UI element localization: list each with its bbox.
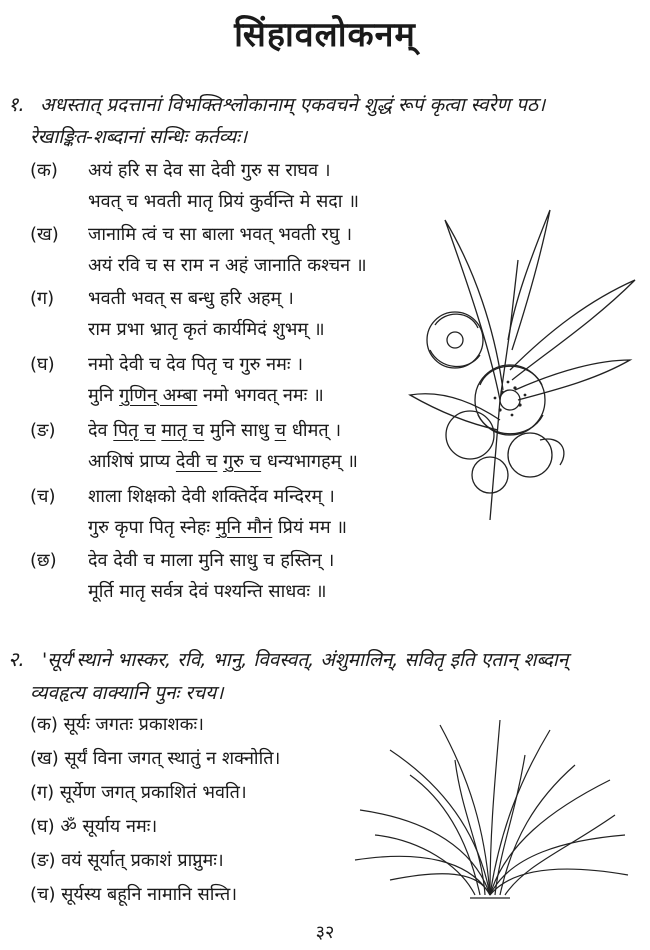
underlined-word: पितृ च [113, 420, 156, 441]
underlined-word: मुनि मौनं [215, 517, 273, 538]
page-title: सिंहावलोकनम् [234, 15, 416, 55]
verse-item-ka [30, 158, 450, 222]
text-segment: प्रियं मम ॥ [272, 517, 348, 538]
verse-line-2 [88, 515, 347, 539]
verse-line-2: अयं रवि च स राम न अहं जानाति कश्चन ॥ [88, 255, 367, 276]
sentence-kha: (ख) सूर्यं विना जगत् स्थातुं न शक्नोति। [30, 748, 281, 769]
page-number: ३२ [315, 922, 335, 943]
question-2-instruction-line1: 'सूर्य'स्थाने भास्कर, रवि, भानु, विवस्वत्, अंशुमालिन्, सवितृ इति एतान् शब्दान् [42, 649, 569, 671]
verse-line-2: भवत् च भवती मातृ प्रियं कुर्वन्ति मे सदा ॥ [88, 191, 359, 212]
sentence-ga: (ग) सूर्येण जगत् प्रकाशितं भवति। [30, 782, 247, 803]
text-segment: मुनि साधु [204, 420, 275, 441]
question-1-number: १. [8, 92, 25, 116]
underlined-word: च [274, 420, 287, 441]
verse-label: (घ) [30, 354, 55, 375]
text-segment: नमो भगवत् नमः ॥ [197, 385, 324, 406]
question-2-instruction-line2: व्यवहृत्य वाक्यानि पुनः रचय। [30, 682, 224, 704]
sentence-cha: (च) सूर्यस्य बहूनि नामानि सन्ति। [30, 884, 238, 905]
verse-item-gha [30, 352, 450, 416]
sentence-gha: (घ) ॐ सूर्याय नमः। [30, 816, 158, 837]
verse-line-1: देव देवी च माला मुनि साधु च हस्तिन् । [88, 550, 335, 571]
text-segment: मुनि [88, 385, 120, 406]
underlined-word: मातृ च [161, 420, 205, 441]
verse-line-2: राम प्रभा भ्रातृ कृतं कार्यमिदं शुभम् ॥ [88, 319, 325, 340]
verse-line-1: अयं हरि स देव सा देवी गुरु स राघव । [88, 160, 331, 181]
underlined-word: गुणिन् अम्बा [119, 385, 198, 406]
verse-line-2 [88, 383, 324, 407]
verse-line-2 [88, 449, 358, 473]
verse-label: (ख) [30, 224, 59, 245]
text-segment: गुरु कृपा पितृ स्नेहः [88, 517, 216, 538]
text-segment: धीमत् । [286, 420, 342, 441]
sentence-ka: (क) सूर्यः जगतः प्रकाशकः। [30, 714, 204, 735]
question-1-instruction-line1: अधस्तात् प्रदत्तानां विभक्तिश्लोकानाम् एकवचने शुद्धं रूपं कृत्वा स्वरेण पठ। [40, 94, 546, 116]
grass-illustration [350, 720, 630, 900]
text-segment: धन्यभागहम् ॥ [261, 451, 358, 472]
verse-line-1: शाला शिक्षको देवी शक्तिर्देव मन्दिरम् । [88, 486, 335, 507]
verse-label: (ङ) [30, 420, 56, 441]
text-segment: देव [88, 420, 114, 441]
verse-item-nga [30, 418, 450, 482]
verse-item-ga [30, 286, 450, 350]
verse-item-kha [30, 222, 450, 286]
flower-illustration [400, 200, 640, 530]
verse-label: (ग) [30, 288, 55, 309]
verse-label: (क) [30, 160, 58, 181]
question-2-number: २. [8, 647, 25, 671]
verse-line-1 [88, 418, 341, 442]
verse-line-1: जानामि त्वं च सा बाला भवत् भवती रघु । [88, 224, 353, 245]
text-segment: आशिषं प्राप्य [88, 451, 176, 472]
underlined-word: गुरु च [223, 451, 262, 472]
verse-line-2: मूर्ति मातृ सर्वत्र देवं पश्यन्ति साधवः ॥ [88, 581, 327, 602]
sentence-nga: (ङ) वयं सूर्यात् प्रकाशं प्राप्नुमः। [30, 850, 224, 871]
verse-label: (च) [30, 486, 56, 507]
question-1-instruction-line2: रेखाङ्कित-शब्दानां सन्धिः कर्तव्यः। [30, 126, 248, 148]
verse-line-1: नमो देवी च देव पितृ च गुरु नमः । [88, 354, 304, 375]
verse-item-cha [30, 484, 450, 548]
verse-line-1: भवती भवत् स बन्धु हरि अहम् । [88, 288, 294, 309]
verse-item-chha [30, 548, 450, 612]
verse-label: (छ) [30, 550, 57, 571]
underlined-word: देवी च [175, 451, 218, 472]
